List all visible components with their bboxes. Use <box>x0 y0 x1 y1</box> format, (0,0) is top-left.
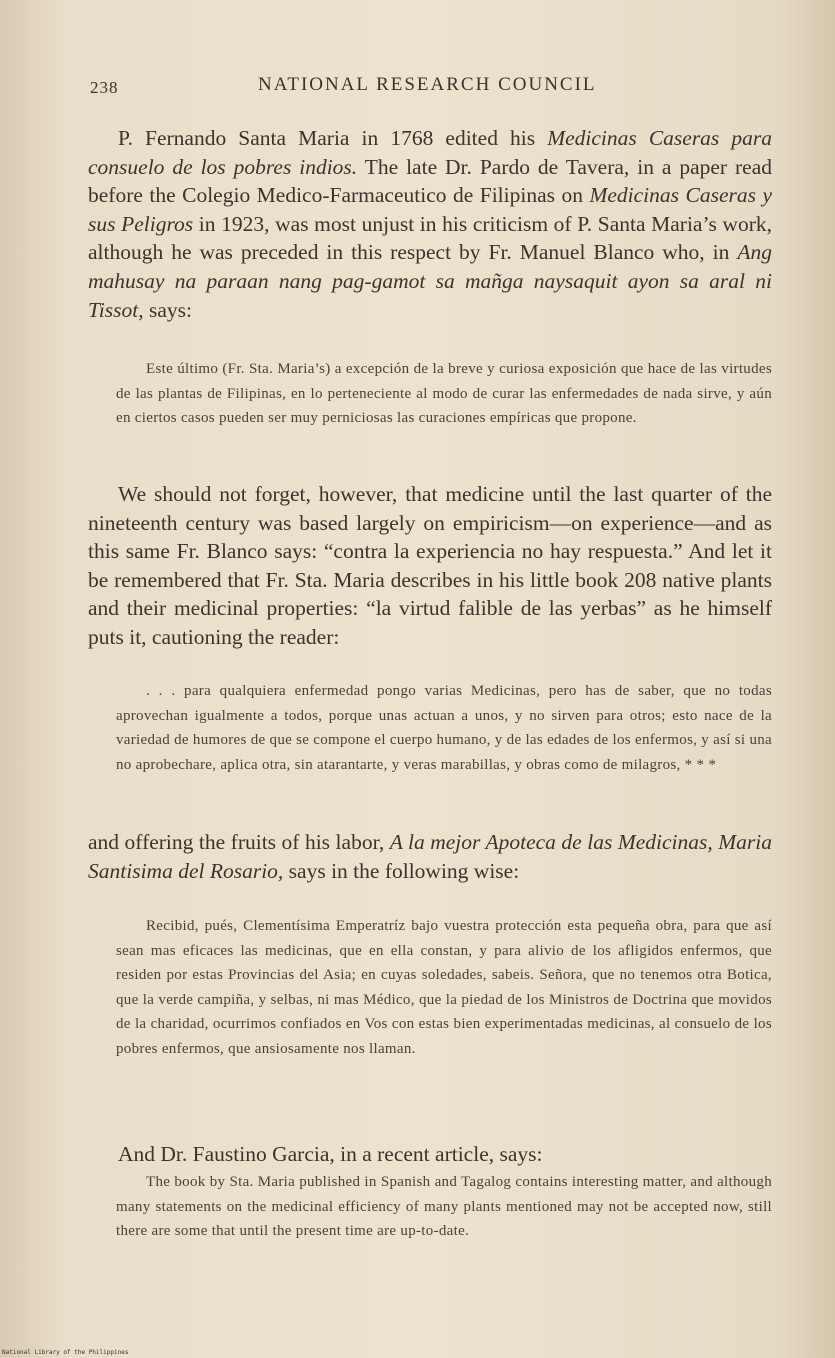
paragraph-3-text-a: and offering the fruits of his labor, <box>88 830 390 854</box>
book-title-ang-mahusay: Ang mahusay na paraan nang pag-gamot sa mañga naysaquit ayon sa aral ni Tissot, <box>88 240 772 322</box>
paragraph-1-text-d: says: <box>143 297 192 322</box>
paragraph-1 <box>88 124 772 324</box>
paragraph-1-text-a: P. Fernando Santa Maria in 1768 edited his <box>118 126 548 150</box>
paragraph-4-text: And Dr. Faustino Garcia, in a recent article, says: <box>118 1142 543 1166</box>
page-header <box>90 74 765 104</box>
book-title-medicinas-caseras: Medicinas Caseras para consuelo de los pobres indios. <box>88 126 772 179</box>
dedication-title: A la mejor Apoteca de las Medicinas, Maria Santisima del Rosario, <box>88 830 772 883</box>
quote-4-text: The book by Sta. Maria published in Spanish and Tagalog contains interesting matter, and although many statements on the medicinal efficiency of many plants mentioned may not be accepted now, still there are some that until the present time are up-to-date. <box>116 1174 772 1239</box>
paper-title-peligros: Medicinas Caseras y sus Peligros <box>88 183 773 236</box>
quote-3 <box>116 914 772 1061</box>
paragraph-4 <box>88 1140 772 1169</box>
quote-1 <box>116 357 772 431</box>
paragraph-1-text-c: in 1923, was most unjust in his criticism of P. Santa Maria’s work, although he was preceded in this respect by Fr. Manuel Blanco who, in <box>88 211 772 265</box>
quote-2-text: . . . para qualquiera enfermedad pongo varias Medicinas, pero has de saber, que no todas aprovechan igualmente a todos, porque unas actuan a unos, y no sirven para otros; esto nace de la variedad de humores de que se compone el cuerpo humano, y de las edades de los enfermos, y así si una no aprobechare, aplica otra, sin atarantarte, y veras marabillas, y obras como de milagros, * * * <box>116 683 772 773</box>
quote-1-text: Este último (Fr. Sta. Maria’s) a excepción de la breve y curiosa exposición que hace de las virtudes de las plantas de Filipinas, en lo perteneciente al modo de curar las enfermedades de nada sirve, y aún en ciertos casos pueden ser muy perniciosas las curaciones empíricas que propone. <box>116 361 772 426</box>
paragraph-2-text: We should not forget, however, that medicine until the last quarter of the nineteenth century was based largely on empiricism—on experience—and as this same Fr. Blanco says: “contra la experiencia no hay respuesta.” And let it be remembered that Fr. Sta. Maria describes in his little book 208 native plants and their medicinal properties: “la virtud falible de las yerbas” as he himself puts it, cautioning the reader: <box>88 482 772 649</box>
paragraph-1-text-b: The late Dr. Pardo de Tavera, in a paper read before the Colegio Medico-Farmaceutico de Filipinas on <box>88 154 772 208</box>
paragraph-3 <box>88 828 772 885</box>
running-head: NATIONAL RESEARCH COUNCIL <box>258 74 597 95</box>
quote-4 <box>116 1170 772 1244</box>
library-credit: National Library of the Philippines <box>2 1349 129 1356</box>
quote-3-text: Recibid, pués, Clementísima Emperatríz bajo vuestra protección esta pequeña obra, para que así sean mas eficaces las medicinas, que en ella constan, y para alivio de los afligidos enfermos, que residen por estas Provincias del Asia; en cuyas soledades, sabeis. Señora, que no tenemos otra Botica, que la verde campiña, y selbas, ni mas Médico, que la piedad de los Ministros de Doctrina que movidos de la charidad, ocurrimos confiados en Vos con estas bien experimentadas medicinas, al consuelo de los pobres enfermos, que ansiosamente nos llaman. <box>116 918 772 1057</box>
page-number: 238 <box>90 78 119 97</box>
quote-2 <box>116 679 772 777</box>
paragraph-2 <box>88 480 772 652</box>
paragraph-3-text-b: says in the following wise: <box>283 858 520 883</box>
